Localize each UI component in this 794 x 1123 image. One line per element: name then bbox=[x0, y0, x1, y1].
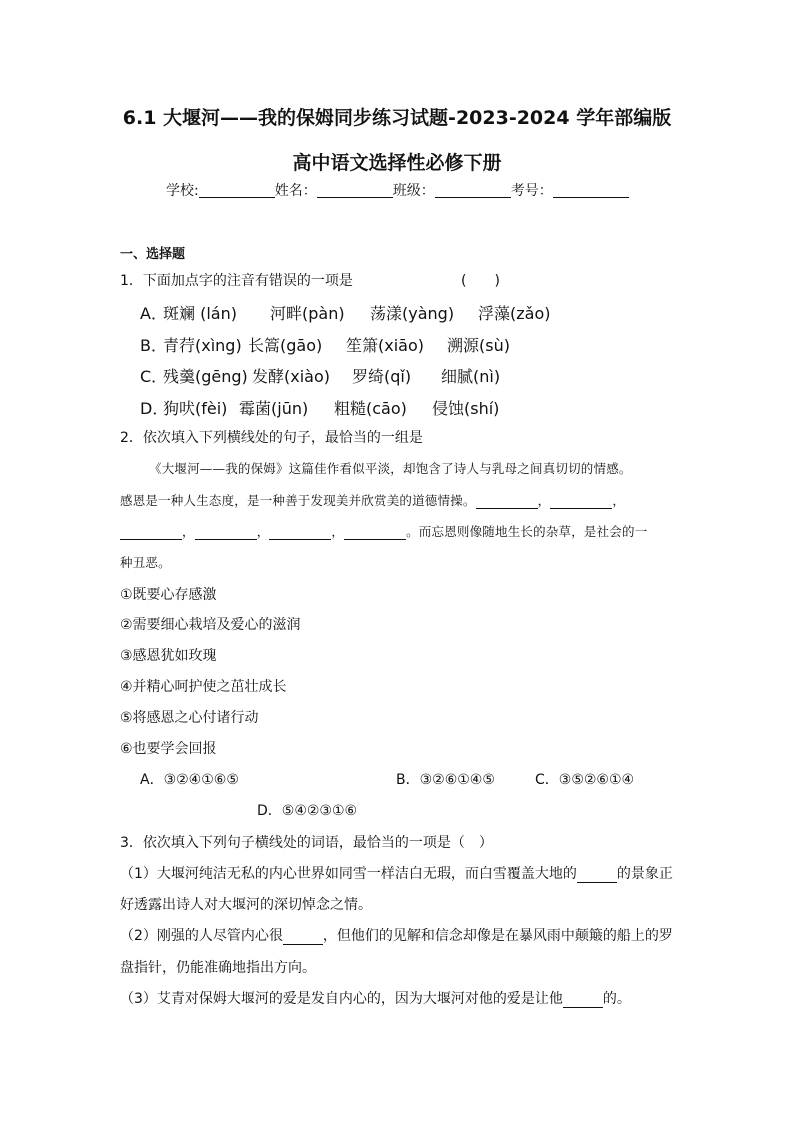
exam-number-label: 考号： bbox=[510, 183, 553, 199]
q2-answer-blank[interactable] bbox=[344, 524, 406, 540]
q2-item: ⑤将感恩之心付诸行动 bbox=[120, 710, 259, 726]
q3-sentence3: （3）艾青对保姆大堰河的爱是发自内心的，因为大堰河对他的爱是让他 的。 bbox=[120, 991, 631, 1007]
q1-option-item: 河畔(pàn) bbox=[270, 304, 345, 323]
q1-option-item: 青荇(xìng) bbox=[163, 336, 242, 355]
q1-option-item: 浮藻(zǎo) bbox=[478, 304, 551, 323]
q3-answer-blank[interactable] bbox=[283, 928, 323, 945]
q1-option-letter: D． bbox=[140, 399, 169, 418]
q2-passage-line1: 《大堰河——我的保姆》这篇佳作看似平淡，却饱含了诗人与乳母之间真切切的情感。 bbox=[149, 461, 632, 476]
q2-passage-line4: 种丑恶。 bbox=[120, 555, 171, 570]
q2-choice-c: C．③⑤②⑥①④ bbox=[535, 772, 635, 788]
q2-stem: 2．依次填入下列横线处的句子，最恰当的一组是 bbox=[120, 430, 423, 446]
q3-answer-blank[interactable] bbox=[577, 866, 617, 883]
q1-answer-paren: ( ) bbox=[461, 273, 500, 289]
q3-sentence2: （2）刚强的人尽管内心很 ，但他们的见解和信念却像是在暴风雨中颠簸的船上的罗 bbox=[120, 928, 673, 944]
exam-number-blank[interactable] bbox=[553, 183, 629, 198]
q2-answer-blank[interactable] bbox=[550, 493, 612, 509]
q2-passage-line2: 感恩是一种人生态度，是一种善于发现美并欣赏美的道德情操。 ， ， bbox=[120, 493, 626, 508]
school-label: 学校: bbox=[166, 183, 199, 199]
q2-answer-blank[interactable] bbox=[120, 524, 182, 540]
q3-sentence1-cont: 好透露出诗人对大堰河的深切悼念之情。 bbox=[120, 897, 372, 913]
q2-item: ③感恩犹如玫瑰 bbox=[120, 648, 217, 664]
q2-item: ⑥也要学会回报 bbox=[120, 741, 217, 757]
q1-option-item: 细腻(nì) bbox=[441, 367, 501, 386]
q3-answer-blank[interactable] bbox=[563, 991, 603, 1008]
q1-option-item: 罗绮(qǐ) bbox=[352, 367, 412, 386]
q2-choice-b: B．③②⑥①④⑤ bbox=[396, 772, 495, 788]
q2-item: ④并精心呵护使之茁壮成长 bbox=[120, 679, 287, 695]
school-blank[interactable] bbox=[199, 183, 275, 198]
q1-option-item: 霉菌(jūn) bbox=[239, 399, 309, 418]
section-heading-choice: 一、选择题 bbox=[120, 247, 186, 262]
q3-sentence1: （1）大堰河纯洁无私的内心世界如同雪一样洁白无瑕，而白雪覆盖大地的 的景象正 bbox=[120, 866, 673, 882]
q1-option-item: 斑斓 (lán) bbox=[163, 304, 237, 323]
name-blank[interactable] bbox=[317, 183, 393, 198]
q2-passage-line3: ， ， ， 。而忘恩则像随地生长的杂草，是社会的一 bbox=[120, 522, 647, 540]
class-blank[interactable] bbox=[435, 183, 511, 198]
q3-sentence2-cont: 盘指针，仍能准确地指出方向。 bbox=[120, 960, 316, 976]
q2-passage-text: 感恩是一种人生态度，是一种善于发现美并欣赏美的道德情操。 bbox=[120, 493, 476, 508]
q1-option-item: 长篙(gāo) bbox=[248, 336, 323, 355]
q1-option-letter: B． bbox=[140, 336, 167, 355]
q1-option-item: 溯源(sù) bbox=[447, 336, 510, 355]
q2-choice-a: A．③②④①⑥⑤ bbox=[140, 772, 239, 788]
q1-option-item: 笙箫(xiāo) bbox=[346, 336, 424, 355]
q2-choice-d: D．⑤④②③①⑥ bbox=[257, 803, 358, 819]
class-label: 班级： bbox=[392, 183, 435, 199]
q1-option-letter: A． bbox=[140, 304, 167, 323]
q1-option-letter: C． bbox=[140, 367, 168, 386]
q1-option-item: 荡漾(yàng) bbox=[370, 304, 455, 323]
q2-answer-blank[interactable] bbox=[476, 493, 538, 509]
q2-passage-text: 。而忘恩则像随地生长的杂草，是社会的一 bbox=[406, 524, 648, 539]
q3-stem: 3．依次填入下列句子横线处的词语，最恰当的一项是（ ） bbox=[120, 835, 493, 851]
q1-option-item: 侵蚀(shí) bbox=[432, 399, 500, 418]
name-label: 姓名： bbox=[274, 183, 317, 199]
q2-item: ①既要心存感激 bbox=[120, 587, 217, 603]
q1-option-item: 残羹(gēng) bbox=[163, 367, 248, 386]
q1-option-item: 狗吠(fèi) bbox=[163, 399, 228, 418]
q2-answer-blank[interactable] bbox=[269, 524, 331, 540]
document-title-line1: 6.1 大堰河——我的保姆同步练习试题-2023-2024 学年部编版 bbox=[122, 107, 672, 129]
student-info-row bbox=[166, 180, 629, 200]
q1-stem: 1．下面加点字的注音有错误的一项是 bbox=[120, 273, 353, 289]
q1-option-item: 发酵(xiào) bbox=[252, 367, 330, 386]
document-title-line2: 高中语文选择性必修下册 bbox=[292, 152, 502, 174]
q2-item: ②需要细心栽培及爱心的滋润 bbox=[120, 617, 301, 633]
q1-option-item: 粗糙(cāo) bbox=[334, 399, 407, 418]
q2-answer-blank[interactable] bbox=[195, 524, 257, 540]
